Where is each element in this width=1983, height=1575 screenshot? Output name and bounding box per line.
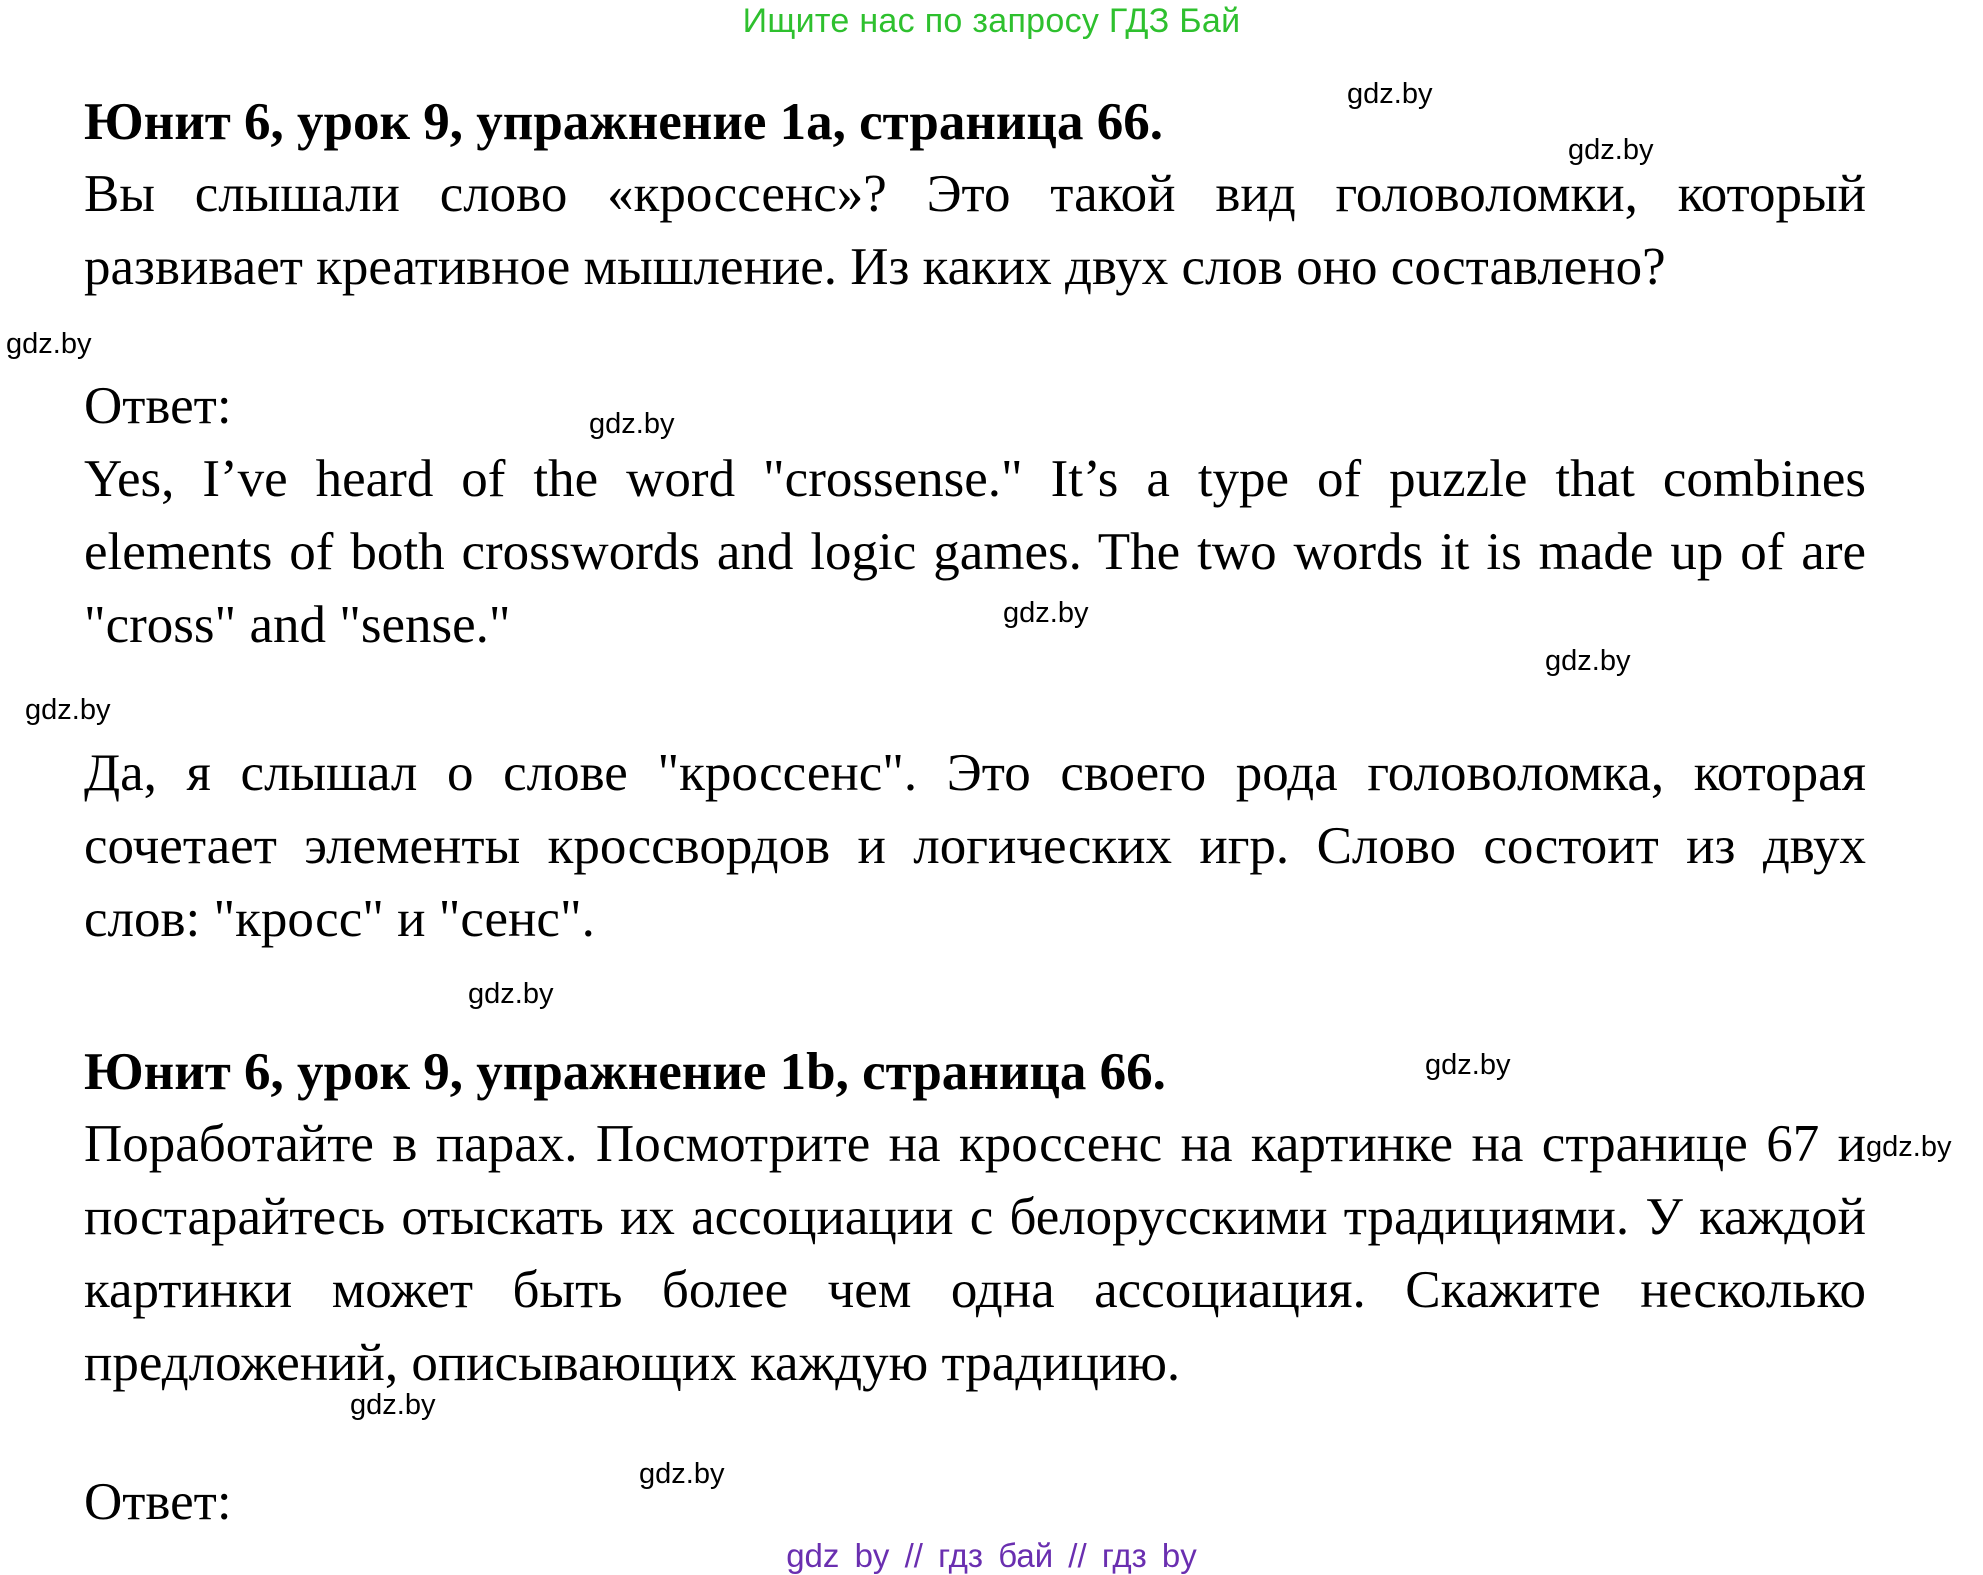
exercise-1a-heading: Юнит 6, урок 9, упражнение 1a, страница 66. (84, 93, 1163, 151)
watermark: gdz.by (1568, 134, 1654, 166)
watermark: gdz.by (1425, 1049, 1511, 1081)
exercise-1b-answer (84, 1466, 1866, 1539)
watermark: gdz.by (1545, 645, 1631, 677)
watermark: gdz.by (1347, 78, 1433, 110)
answer-russian-block (84, 737, 1866, 956)
answer-label: Ответ: (84, 1473, 232, 1531)
watermark: gdz.by (639, 1458, 725, 1490)
answer-label: Ответ: (84, 377, 232, 435)
watermark: gdz.by (589, 408, 675, 440)
watermark: gdz.by (1003, 597, 1089, 629)
watermark: gdz.by (1866, 1131, 1952, 1163)
footer-links: gdz by // гдз бай // гдз by (786, 1537, 1197, 1574)
watermark: gdz.by (350, 1389, 436, 1421)
exercise-1a-answer (84, 370, 1866, 662)
answer-english: Yes, I’ve heard of the word "crossense." It’s a type of puzzle that combines elements of both crosswords and logic games. The two words it is made up of are "cross" and "sense." (84, 450, 1866, 654)
exercise-1b-heading: Юнит 6, урок 9, упражнение 1b, страница 66. (84, 1043, 1166, 1101)
exercise-1a-task: Вы слышали слово «кроссенс»? Это такой вид головоломки, который развивает креативное мышление. Из каких двух слов оно составлено? (84, 165, 1866, 296)
watermark: gdz.by (468, 978, 554, 1010)
watermark: gdz.by (6, 328, 92, 360)
exercise-1b (84, 1036, 1866, 1400)
watermark: gdz.by (25, 694, 111, 726)
exercise-1a (84, 86, 1866, 304)
exercise-1b-task: Поработайте в парах. Посмотрите на кроссенс на картинке на странице 67 и постарайтесь отыскать их ассоциации с белорусскими традициями. У каждой картинки может быть более чем одна ассоциация. Скажите несколько предложений, описывающих каждую традицию. (84, 1115, 1866, 1392)
answer-russian: Да, я слышал о слове "кроссенс". Это своего рода головоломка, которая сочетает элементы кроссвордов и логических игр. Слово состоит из двух слов: "кросс" и "сенс". (84, 744, 1866, 948)
search-banner: Ищите нас по запросу ГДЗ Бай (742, 2, 1241, 40)
